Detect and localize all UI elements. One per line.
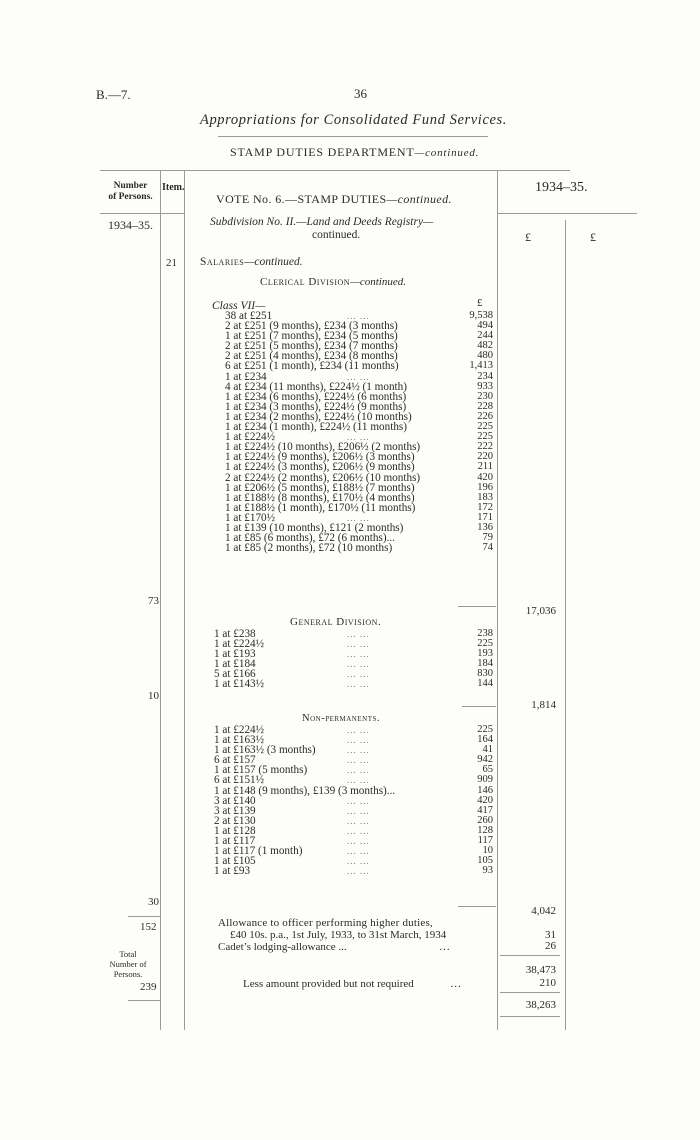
department-heading	[230, 145, 479, 160]
line-item-description: 1 at £234 (1 month), £224½ (11 months)	[225, 421, 407, 434]
line-item-description: 1 at £193	[214, 648, 256, 661]
line-item-description: 1 at £234 (3 months), £224½ (9 months)	[225, 400, 407, 413]
line-item-amount: 74	[482, 542, 493, 554]
line-item-description: 1 at £224½ (3 months), £206½ (9 months)	[225, 461, 415, 474]
page-title: Appropriations for Consolidated Fund Services.	[200, 112, 507, 128]
line-item-amount: 230	[477, 390, 493, 402]
clerical-persons: 73	[148, 595, 159, 607]
clerical-total: 17,036	[525, 605, 556, 617]
line-item-description: 6 at £251 (1 month), £234 (11 months)	[225, 360, 399, 373]
line-item-amount: 933	[477, 380, 493, 392]
persons-header-line-1: Number	[113, 181, 148, 191]
header-rule-right	[497, 213, 637, 214]
subdivision-heading: Subdivision No. II.—Land and Deeds Registry—	[210, 216, 434, 228]
line-item-amount: 93	[482, 865, 493, 877]
line-item-row	[214, 796, 495, 806]
line-item-description: 1 at £105	[214, 855, 256, 868]
col-divider-amounts	[497, 170, 498, 1030]
line-item-leader-dots: ... ...	[347, 649, 370, 660]
line-item-description: 1 at £206½ (5 months), £188½ (7 months)	[225, 481, 415, 494]
line-item-leader-dots: ... ...	[347, 755, 370, 766]
line-item-leader-dots: ... ...	[347, 795, 370, 806]
line-item-amount: 146	[477, 784, 493, 796]
line-item-leader-dots: ... ...	[347, 745, 370, 756]
nonpermanents-heading: Non-permanents.	[302, 713, 380, 724]
nonpermanent-persons: 30	[148, 896, 159, 908]
year-column-header: 1934–35.	[535, 180, 588, 195]
line-item-row	[214, 866, 495, 876]
line-item-row	[225, 543, 495, 553]
line-item-description: 38 at £251	[225, 310, 273, 322]
department-continued: —continued.	[414, 147, 480, 159]
page-number: 36	[354, 86, 367, 101]
line-item-description: 1 at £251 (7 months), £234 (5 months)	[225, 330, 398, 343]
total-label-line-3: Persons.	[113, 969, 143, 979]
allowance-line-1: Allowance to officer performing higher duties,	[218, 917, 433, 929]
vote-title-main: VOTE No. 6.—STAMP DUTIES	[216, 192, 387, 206]
persons-column-header	[102, 181, 159, 203]
clerical-label: Clerical Division	[260, 276, 351, 288]
col-divider-item	[184, 170, 185, 1030]
general-total: 1,814	[531, 699, 556, 711]
line-item-description: 1 at £184	[214, 658, 256, 671]
line-item-amount: 164	[477, 734, 493, 746]
vote-title	[216, 192, 452, 207]
line-item-description: 1 at £85 (2 months), £72 (10 months)	[225, 542, 393, 555]
allowance-line-2: £40 10s. p.a., 1st July, 1933, to 31st March, 1934	[230, 929, 447, 941]
line-item-description: 5 at £166	[214, 668, 256, 681]
clerical-division-heading	[260, 276, 406, 288]
line-item-row	[214, 856, 495, 866]
line-item-amount: 830	[477, 668, 493, 680]
line-item-leader-dots: ... ...	[347, 805, 370, 816]
line-item-leader-dots: ... ...	[347, 629, 370, 639]
line-item-description: 1 at £117	[214, 835, 256, 848]
line-item-description: 1 at £234	[225, 370, 267, 383]
line-item-leader-dots: ... ...	[347, 815, 370, 826]
line-item-amount: 193	[477, 648, 493, 660]
pound-header-1: £	[525, 230, 531, 244]
persons-header-line-2: of Persons.	[108, 192, 153, 202]
line-item-description: 1 at £85 (6 months), £72 (6 months)...	[225, 532, 395, 545]
less-amount-dots: ...	[450, 978, 462, 990]
cadet-allowance-dots: ...	[439, 941, 451, 953]
clerical-sum-rule	[458, 606, 496, 607]
line-item-description: 6 at £157	[214, 754, 256, 767]
line-item-leader-dots: ... ...	[347, 866, 370, 877]
line-item-description: 1 at £238	[214, 628, 256, 640]
general-sum-rule	[462, 706, 496, 707]
line-item-row	[214, 816, 495, 826]
total-label-line-2: Number of	[109, 959, 147, 969]
clerical-continued: —continued.	[350, 276, 406, 288]
nonperm-rows-host	[214, 725, 495, 876]
line-item-row	[214, 639, 495, 649]
line-item-description: 3 at £140	[214, 794, 256, 807]
net-rule-top	[500, 992, 560, 993]
line-item-amount: 494	[477, 320, 493, 332]
line-item-description: 1 at £224½	[214, 724, 265, 736]
line-item-amount: 225	[477, 431, 493, 443]
line-item-leader-dots: ... ...	[347, 836, 370, 847]
line-item-description: 3 at £139	[214, 804, 256, 817]
line-item-leader-dots: ... ...	[347, 371, 370, 382]
general-persons: 10	[148, 690, 159, 702]
line-item-description: 1 at £148 (9 months), £139 (3 months)...	[214, 784, 396, 797]
line-item-amount: 420	[477, 471, 493, 483]
line-item-amount: 117	[477, 835, 493, 847]
persons-sum-rule	[128, 916, 160, 917]
net-rule-left	[128, 1000, 160, 1001]
line-item-description: 1 at £143½	[214, 678, 265, 691]
line-item-row	[214, 649, 495, 659]
line-item-amount: 184	[477, 658, 493, 670]
line-item-amount: 136	[477, 521, 493, 533]
vote-title-continued: —continued.	[386, 192, 452, 206]
line-item-amount: 65	[482, 764, 493, 776]
col-divider-money	[565, 220, 566, 1030]
clerical-rows	[225, 311, 495, 553]
total-persons-label	[104, 949, 152, 979]
line-item-leader-dots: ... ...	[347, 512, 370, 523]
net-rule-bottom	[500, 1016, 560, 1017]
line-item-amount: 226	[477, 410, 493, 422]
line-item-row	[214, 786, 495, 796]
line-item-amount: 225	[477, 638, 493, 650]
line-item-amount: 942	[477, 754, 493, 766]
line-item-leader-dots: ... ...	[347, 669, 370, 680]
nonpermanent-total: 4,042	[531, 905, 556, 917]
line-item-description: 1 at £163½	[214, 734, 265, 747]
less-amount-line	[243, 978, 462, 990]
line-item-row	[214, 806, 495, 816]
line-item-description: 2 at £251 (9 months), £234 (3 months)	[225, 320, 398, 333]
nonpermanent-rows	[214, 725, 495, 876]
title-rule	[218, 136, 488, 137]
line-item-amount: 238	[477, 628, 493, 639]
line-item-description: 1 at £157 (5 months)	[214, 764, 308, 777]
line-item-row	[214, 679, 495, 689]
line-item-description: 1 at £128	[214, 824, 256, 837]
line-item-description: 1 at £234 (6 months), £224½ (6 months)	[225, 390, 407, 403]
line-item-leader-dots: ... ...	[347, 846, 370, 857]
line-item-leader-dots: ... ...	[347, 775, 370, 786]
line-item-amount: 144	[477, 678, 493, 690]
less-amount-label: Less amount provided but not required	[243, 978, 414, 990]
line-item-amount: 10	[482, 845, 493, 857]
line-item-row	[214, 826, 495, 836]
line-item-row	[214, 659, 495, 669]
line-item-row	[214, 745, 495, 755]
line-item-description: 1 at £188½ (1 month), £170½ (11 months)	[225, 501, 416, 514]
line-item-amount: 225	[477, 724, 493, 735]
total-label-line-1: Total	[119, 949, 137, 959]
line-item-description: 1 at £224½ (9 months), £206½ (3 months)	[225, 451, 415, 464]
allowance-amount: 31	[545, 929, 556, 941]
line-item-leader-dots: ... ...	[347, 659, 370, 670]
line-item-amount: 9,538	[469, 310, 493, 321]
line-item-description: 2 at £130	[214, 814, 256, 827]
line-item-amount: 244	[477, 330, 493, 342]
header-rule-left	[100, 213, 184, 214]
line-item-amount: 128	[477, 824, 493, 836]
line-item-row	[214, 846, 495, 856]
line-item-amount: 172	[477, 501, 493, 513]
line-item-amount: 225	[477, 421, 493, 433]
subdivision-continued: continued.	[312, 229, 361, 241]
line-item-leader-dots: ... ...	[347, 679, 370, 690]
line-item-leader-dots: ... ...	[347, 825, 370, 836]
year-left-label: 1934–35.	[108, 218, 153, 232]
line-item-description: 6 at £151½	[214, 774, 265, 787]
item-column-header: Item.	[162, 182, 185, 193]
general-rows	[214, 629, 495, 690]
line-item-amount: 41	[482, 744, 493, 756]
line-item-amount: 222	[477, 441, 493, 453]
table-top-rule	[100, 170, 570, 171]
line-item-amount: 417	[477, 804, 493, 816]
line-item-description: 1 at £93	[214, 865, 251, 878]
line-item-amount: 211	[477, 461, 493, 473]
cadet-allowance	[218, 941, 451, 953]
line-item-description: 1 at £224½	[225, 431, 276, 444]
cadet-allowance-amount: 26	[545, 940, 556, 952]
pound-header-2: £	[590, 230, 596, 244]
report-reference: B.—7.	[96, 87, 131, 102]
clerical-pound-sign: £	[477, 297, 483, 309]
line-item-amount: 420	[477, 794, 493, 806]
line-item-amount: 234	[477, 370, 493, 382]
line-item-amount: 105	[477, 855, 493, 867]
line-item-description: 2 at £251 (5 months), £234 (7 months)	[225, 340, 398, 353]
line-item-leader-dots: ... ...	[347, 856, 370, 867]
line-item-row	[225, 462, 495, 472]
line-item-amount: 79	[482, 532, 493, 544]
line-item-amount: 1,413	[469, 360, 493, 372]
salaries-continued: —continued.	[244, 256, 303, 268]
net-total: 38,263	[525, 999, 556, 1011]
line-item-leader-dots: ... ...	[347, 432, 370, 443]
line-item-amount: 909	[477, 774, 493, 786]
line-item-leader-dots: ... ...	[347, 311, 370, 321]
line-item-amount: 220	[477, 451, 493, 463]
line-item-description: 1 at £139 (10 months), £121 (2 months)	[225, 521, 404, 534]
salaries-label: Salaries	[200, 256, 245, 268]
line-item-amount: 171	[477, 511, 493, 523]
line-item-description: 1 at £224½	[214, 638, 265, 651]
class-heading: Class VII—	[212, 300, 266, 312]
line-item-description: 1 at £224½ (10 months), £206½ (2 months)	[225, 441, 421, 454]
salaries-heading	[200, 256, 303, 268]
less-amount: 210	[539, 977, 556, 989]
general-division-heading: General Division.	[290, 616, 382, 628]
line-item-leader-dots: ... ...	[347, 765, 370, 776]
gross-sum-rule	[500, 955, 560, 956]
line-item-description: 2 at £224½ (2 months), £206½ (10 months)	[225, 471, 421, 484]
line-item-leader-dots: ... ...	[347, 735, 370, 746]
line-item-leader-dots: ... ...	[347, 725, 370, 735]
line-item-amount: 183	[477, 491, 493, 503]
line-item-amount: 482	[477, 340, 493, 352]
line-item-description: 1 at £234 (2 months), £224½ (10 months)	[225, 410, 412, 423]
cadet-allowance-label: Cadet’s lodging-allowance ...	[218, 941, 347, 953]
line-item-amount: 228	[477, 400, 493, 412]
gross-total: 38,473	[525, 964, 556, 976]
persons-subtotal: 152	[140, 921, 157, 933]
line-item-description: 1 at £117 (1 month)	[214, 845, 303, 858]
line-item-description: 1 at £170½	[225, 511, 276, 524]
line-item-description: 1 at £188½ (8 months), £170½ (4 months)	[225, 491, 415, 504]
line-item-description: 2 at £251 (4 months), £234 (8 months)	[225, 350, 398, 363]
line-item-leader-dots: ... ...	[347, 639, 370, 650]
line-item-amount: 480	[477, 350, 493, 362]
line-item-amount: 196	[477, 481, 493, 493]
nonperm-sum-rule	[458, 906, 496, 907]
total-persons: 239	[140, 981, 157, 993]
line-item-amount: 260	[477, 814, 493, 826]
clerical-rows-host	[225, 311, 495, 553]
general-rows-host	[214, 629, 495, 690]
department-name: STAMP DUTIES DEPARTMENT	[230, 145, 415, 159]
item-number: 21	[166, 257, 177, 269]
line-item-description: 1 at £163½ (3 months)	[214, 744, 316, 757]
col-divider-persons	[160, 170, 161, 1030]
line-item-description: 4 at £234 (11 months), £224½ (1 month)	[225, 380, 407, 393]
